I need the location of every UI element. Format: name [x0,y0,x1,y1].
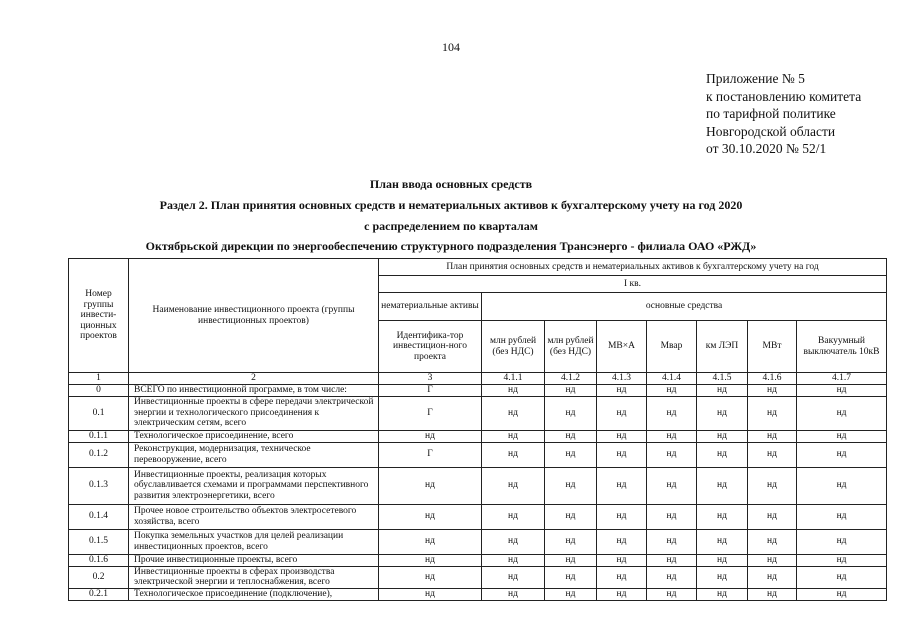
row-value: нд [597,430,647,442]
row-value: нд [697,442,748,467]
row-value: нд [379,430,482,442]
row-number: 0.1.2 [69,442,129,467]
table-row [69,396,887,430]
section-subtitle: с распределением по кварталам [364,219,538,233]
header-col: Идентифика-тор инвестицион-ного проекта [379,321,482,373]
row-project-name: Покупка земельных участков для целей реализации инвестиционных проектов, всего [129,529,379,554]
table-row [69,467,887,504]
row-project-name: Инвестиционные проекты в сферах производства электрической энергии и теплоснабжения, всего [129,566,379,588]
row-value: нд [597,396,647,430]
row-value: нд [748,396,797,430]
organization-title: Октябрьской дирекции по энергообеспечению структурного подразделения Трансэнерго - филиала ОАО «РЖД» [145,239,757,253]
row-number: 0.1.6 [69,554,129,566]
row-value: нд [748,566,797,588]
table-row [69,384,887,396]
row-value: нд [545,504,597,529]
row-value: нд [545,384,597,396]
row-value: нд [482,588,545,600]
annex-line: Новгородской области [706,123,836,139]
row-number: 0 [69,384,129,396]
row-project-name: Технологическое присоединение, всего [129,430,379,442]
row-value: нд [748,430,797,442]
header-intangible: нематериальные активы [379,293,482,321]
header-col: Вакуумный выключатель 10кВ [797,321,887,373]
header-group-number: Номер группы инвести-ционных проектов [69,259,129,373]
row-value: нд [482,467,545,504]
row-value: нд [697,396,748,430]
row-value: Г [379,384,482,396]
row-value: нд [545,467,597,504]
annex-line: по тарифной политике [706,106,836,122]
row-value: нд [748,554,797,566]
row-project-name: Инвестиционные проекты, реализация которых обуславливается схемами и программами перспективного развития электроэнергетики, всего [129,467,379,504]
row-value: Г [379,396,482,430]
header-col: Мвар [647,321,697,373]
row-project-name: Инвестиционные проекты в сфере передачи электрической энергии и технологического присоединения к электрическим сетям, всего [129,396,379,430]
row-value: нд [697,430,748,442]
row-value: нд [545,588,597,600]
table-row [69,430,887,442]
row-value: нд [697,467,748,504]
row-value: нд [647,554,697,566]
row-value: нд [647,504,697,529]
row-value: нд [748,384,797,396]
row-value: нд [647,467,697,504]
numbering-cell: 4.1.2 [545,373,597,385]
row-value: нд [597,588,647,600]
row-value: нд [748,588,797,600]
row-value: нд [545,396,597,430]
row-value: нд [697,504,748,529]
row-value: нд [797,529,887,554]
row-value: нд [748,442,797,467]
header-col: млн рублей (без НДС) [545,321,597,373]
header-col: МВт [748,321,797,373]
numbering-cell: 4.1.1 [482,373,545,385]
row-value: нд [797,588,887,600]
table-row [69,442,887,467]
row-value: нд [379,529,482,554]
table-row [69,554,887,566]
row-value: нд [647,529,697,554]
numbering-cell: 4.1.3 [597,373,647,385]
row-value: нд [545,554,597,566]
row-value: нд [482,442,545,467]
row-value: нд [482,384,545,396]
table-row [69,566,887,588]
row-value: нд [697,384,748,396]
table-row [69,588,887,600]
investment-plan-table [68,258,887,601]
annex-line: к постановлению комитета [706,88,862,104]
row-value: нд [697,588,748,600]
numbering-cell: 1 [69,373,129,385]
header-fixed-assets: основные средства [482,293,887,321]
section-title: Раздел 2. План принятия основных средств и нематериальных активов к бухгалтерскому учету на год 2020 [159,198,743,212]
row-value: нд [379,566,482,588]
row-value: нд [482,566,545,588]
row-value: нд [482,554,545,566]
row-number: 0.2.1 [69,588,129,600]
row-value: нд [545,566,597,588]
numbering-cell: 4.1.7 [797,373,887,385]
row-value: нд [647,566,697,588]
header-col: млн рублей (без НДС) [482,321,545,373]
header-quarter: I кв. [379,276,887,293]
numbering-cell: 2 [129,373,379,385]
row-value: нд [597,442,647,467]
row-value: нд [379,504,482,529]
row-value: Г [379,442,482,467]
row-value: нд [697,529,748,554]
row-value: нд [647,442,697,467]
row-value: нд [545,529,597,554]
row-number: 0.1.5 [69,529,129,554]
header-col: км ЛЭП [697,321,748,373]
row-value: нд [748,504,797,529]
row-value: нд [797,442,887,467]
row-number: 0.1.3 [69,467,129,504]
table-row [69,529,887,554]
row-value: нд [545,442,597,467]
row-value: нд [797,554,887,566]
row-value: нд [379,467,482,504]
table-row [69,504,887,529]
row-value: нд [647,396,697,430]
document-title: План ввода основных средств [369,177,533,191]
annex-line: Приложение № 5 [706,71,805,86]
row-value: нд [482,529,545,554]
annex-line: от 30.10.2020 № 52/1 [706,141,827,157]
row-value: нд [597,504,647,529]
row-value: нд [597,554,647,566]
row-number: 0.1.4 [69,504,129,529]
page-number: 104 [442,40,460,54]
numbering-cell: 4.1.5 [697,373,748,385]
row-project-name: Технологическое присоединение (подключение), [129,588,379,600]
header-plan: План принятия основных средств и нематериальных активов к бухгалтерскому учету на год [379,259,887,276]
row-value: нд [597,566,647,588]
numbering-cell: 4.1.6 [748,373,797,385]
row-value: нд [797,384,887,396]
row-value: нд [482,430,545,442]
row-value: нд [748,467,797,504]
numbering-cell: 3 [379,373,482,385]
row-value: нд [597,384,647,396]
row-value: нд [597,467,647,504]
row-project-name: Прочие инвестиционные проекты, всего [129,554,379,566]
row-value: нд [482,504,545,529]
row-number: 0.1 [69,396,129,430]
row-project-name: ВСЕГО по инвестиционной программе, в том числе: [129,384,379,396]
row-value: нд [697,566,748,588]
row-value: нд [797,467,887,504]
row-value: нд [379,588,482,600]
row-number: 0.2 [69,566,129,588]
row-value: нд [748,529,797,554]
row-value: нд [697,554,748,566]
row-value: нд [647,588,697,600]
row-value: нд [379,554,482,566]
row-project-name: Прочее новое строительство объектов электросетевого хозяйства, всего [129,504,379,529]
row-value: нд [482,396,545,430]
annex-block [706,70,861,158]
row-value: нд [797,430,887,442]
numbering-cell: 4.1.4 [647,373,697,385]
row-value: нд [647,430,697,442]
header-col: МВ×А [597,321,647,373]
row-value: нд [797,504,887,529]
row-value: нд [597,529,647,554]
header-project-name: Наименование инвестиционного проекта (группы инвестиционных проектов) [129,259,379,373]
row-value: нд [797,396,887,430]
row-value: нд [797,566,887,588]
row-value: нд [545,430,597,442]
row-value: нд [647,384,697,396]
row-number: 0.1.1 [69,430,129,442]
row-project-name: Реконструкция, модернизация, техническое перевооружение, всего [129,442,379,467]
